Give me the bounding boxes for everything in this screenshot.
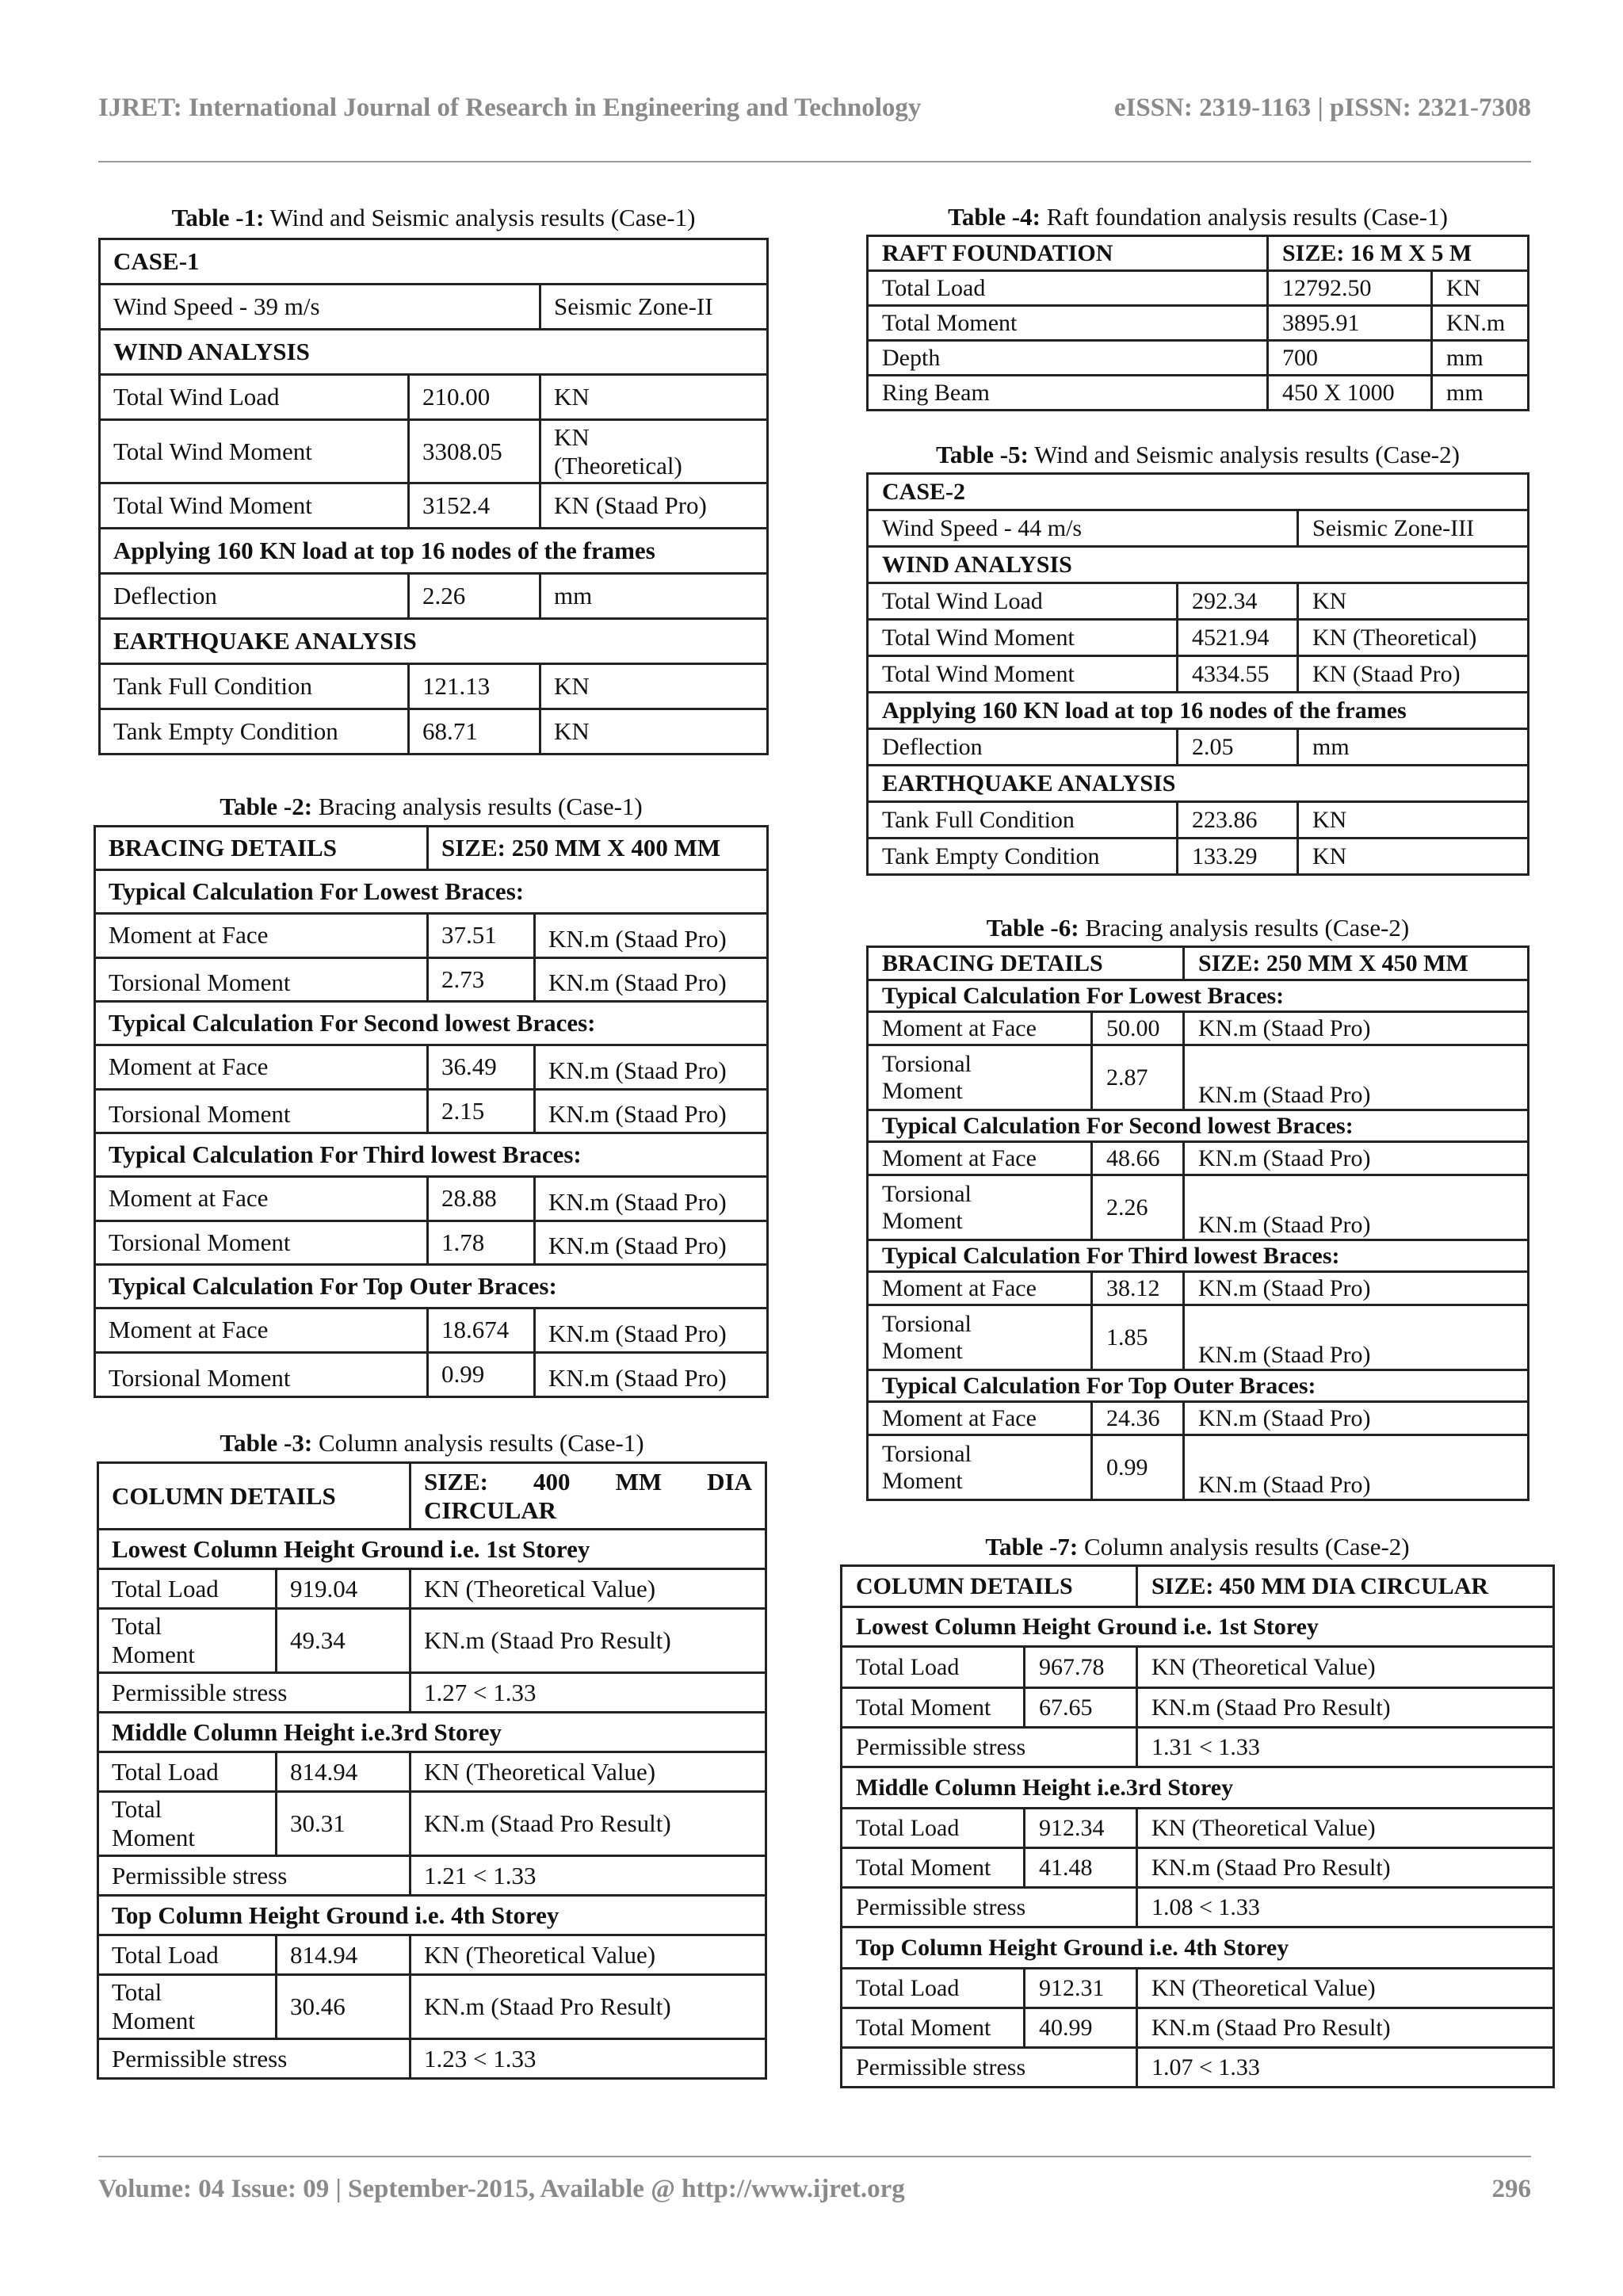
table-cell: Permissible stress xyxy=(98,1673,411,1713)
table-cell: 68.71 xyxy=(409,709,540,755)
header-rule xyxy=(98,161,1531,162)
table-1-caption xyxy=(98,203,769,233)
table-3-block xyxy=(97,1428,767,2080)
table-cell: Total Load xyxy=(842,1969,1025,2008)
table-cell: Permissible stress xyxy=(98,2039,411,2079)
section-heading: Middle Column Height i.e.3rd Storey xyxy=(842,1767,1554,1809)
cell-text: Moment xyxy=(112,1824,196,1851)
cell-text: Torsional xyxy=(882,1440,972,1467)
table-2 xyxy=(94,825,769,1398)
table-6-caption xyxy=(866,913,1529,943)
table-row xyxy=(868,1175,1529,1240)
table-cell: 223.86 xyxy=(1178,802,1298,839)
table-cell: 18.674 xyxy=(428,1308,535,1353)
table-cell: KN xyxy=(1298,802,1529,839)
table-row xyxy=(100,574,768,619)
table-cell: Moment at Face xyxy=(95,1308,428,1353)
cell-text: DIA xyxy=(707,1467,752,1496)
table-row xyxy=(98,2039,766,2079)
table-cell: Total Wind Moment xyxy=(100,483,409,529)
table-cell: 1.21 < 1.33 xyxy=(411,1856,766,1896)
table-cell: 967.78 xyxy=(1025,1647,1137,1688)
table-cell: 48.66 xyxy=(1092,1142,1184,1175)
table-cell: mm xyxy=(1432,376,1529,411)
table-cell: 2.87 xyxy=(1092,1045,1184,1110)
wind-speed: Wind Speed - 44 m/s xyxy=(868,510,1298,547)
cell-text: MM xyxy=(615,1467,663,1496)
table-cell: 0.99 xyxy=(1092,1435,1184,1500)
table-row xyxy=(98,1609,766,1673)
table-cell: Permissible stress xyxy=(842,1888,1137,1927)
table-cell: KN (Theoretical Value) xyxy=(411,1752,766,1792)
table-row xyxy=(95,1177,768,1221)
cell-text: Table -2: xyxy=(220,793,313,820)
table-cell: KN.m (Staad Pro) xyxy=(1184,1142,1529,1175)
table-cell: KN.m (Staad Pro Result) xyxy=(411,1975,766,2039)
table-cell: Moment at Face xyxy=(95,1177,428,1221)
table-row xyxy=(868,1012,1529,1045)
table-row xyxy=(868,1435,1529,1500)
cell-text: Moment xyxy=(882,1337,963,1364)
table-cell: Tank Empty Condition xyxy=(868,839,1178,875)
cell-text: Total xyxy=(112,1795,162,1823)
table-cell: 40.99 xyxy=(1025,2008,1137,2048)
table-cell xyxy=(868,1045,1092,1110)
table-1-block xyxy=(98,203,769,755)
table-row xyxy=(842,1888,1554,1927)
page-header xyxy=(98,94,1531,128)
table-cell: Moment at Face xyxy=(868,1402,1092,1435)
cell-text: Table -5: xyxy=(936,441,1029,468)
section-heading: Typical Calculation For Third lowest Braces: xyxy=(95,1133,768,1177)
table-cell: 1.08 < 1.33 xyxy=(1137,1888,1554,1927)
table-header: RAFT FOUNDATION xyxy=(868,236,1268,271)
table-row xyxy=(868,1402,1529,1435)
table-row xyxy=(842,2048,1554,2088)
table-cell: 12792.50 xyxy=(1268,271,1432,306)
table-row xyxy=(868,620,1529,656)
section-heading: EARTHQUAKE ANALYSIS xyxy=(868,766,1529,802)
table-row xyxy=(842,1728,1554,1767)
cell-text: (Theoretical) xyxy=(554,451,682,479)
table-row xyxy=(842,1688,1554,1728)
section-heading: Top Column Height Ground i.e. 4th Storey xyxy=(842,1927,1554,1969)
cell-text: Raft foundation analysis results (Case-1) xyxy=(1040,203,1448,231)
table-cell: KN.m (Staad Pro Result) xyxy=(1137,1848,1554,1888)
table-cell: Ring Beam xyxy=(868,376,1268,411)
section-heading: EARTHQUAKE ANALYSIS xyxy=(100,619,768,664)
table-cell: 1.85 xyxy=(1092,1305,1184,1370)
cell-text: Moment xyxy=(112,2007,196,2034)
section-heading: Applying 160 KN load at top 16 nodes of the frames xyxy=(868,693,1529,729)
table-cell: Torsional Moment xyxy=(95,1090,428,1133)
table-cell: KN (Staad Pro) xyxy=(540,483,768,529)
table-cell: 814.94 xyxy=(277,1752,411,1792)
table-row xyxy=(868,583,1529,620)
table-cell: Permissible stress xyxy=(842,1728,1137,1767)
table-cell: Total Moment xyxy=(842,1688,1025,1728)
cell-text: Torsional xyxy=(882,1050,972,1077)
table-header: BRACING DETAILS xyxy=(95,827,428,870)
table-cell: Moment at Face xyxy=(95,1045,428,1090)
table-cell: KN xyxy=(1432,271,1529,306)
table-row xyxy=(98,1935,766,1975)
table-row xyxy=(868,271,1529,306)
cell-text: Table -6: xyxy=(986,914,1079,942)
table-cell: 700 xyxy=(1268,341,1432,376)
case-label: CASE-2 xyxy=(868,474,1529,510)
table-cell: KN.m (Staad Pro) xyxy=(1184,1402,1529,1435)
table-header: BRACING DETAILS xyxy=(868,947,1184,980)
table-cell: 1.27 < 1.33 xyxy=(411,1673,766,1713)
table-header xyxy=(411,1463,766,1530)
table-cell: Total Load xyxy=(98,1569,277,1609)
cell-text: Wind and Seismic analysis results (Case-2) xyxy=(1028,441,1460,468)
cell-text: Total xyxy=(112,1612,162,1640)
section-heading: Middle Column Height i.e.3rd Storey xyxy=(98,1713,766,1752)
cell-text: Moment xyxy=(112,1641,196,1668)
table-cell: KN.m (Staad Pro Result) xyxy=(1137,2008,1554,2048)
table-cell: 210.00 xyxy=(409,375,540,420)
table-cell: 2.15 xyxy=(428,1090,535,1133)
table-row xyxy=(100,664,768,709)
cell-text: Column analysis results (Case-2) xyxy=(1078,1533,1410,1561)
table-cell: 292.34 xyxy=(1178,583,1298,620)
table-row xyxy=(868,656,1529,693)
cell-text: Bracing analysis results (Case-1) xyxy=(312,793,643,820)
table-cell: 912.34 xyxy=(1025,1809,1137,1848)
table-cell: 2.05 xyxy=(1178,729,1298,766)
table-cell: Total Wind Load xyxy=(868,583,1178,620)
table-row xyxy=(98,1792,766,1856)
table-row xyxy=(95,1308,768,1353)
table-4-caption xyxy=(866,202,1529,232)
cell-text: Table -3: xyxy=(220,1429,313,1457)
table-cell: 133.29 xyxy=(1178,839,1298,875)
table-cell: 814.94 xyxy=(277,1935,411,1975)
cell-text: Table -7: xyxy=(985,1533,1079,1561)
cell-text: Moment xyxy=(882,1467,963,1494)
table-row xyxy=(842,2008,1554,2048)
cell-text: CIRCULAR xyxy=(424,1496,557,1524)
table-row xyxy=(98,1975,766,2039)
table-cell: KN.m (Staad Pro) xyxy=(1184,1045,1529,1110)
table-cell: Moment at Face xyxy=(95,914,428,958)
table-7-block xyxy=(840,1532,1555,2088)
table-row xyxy=(868,341,1529,376)
table-cell: Torsional Moment xyxy=(95,958,428,1002)
table-row xyxy=(868,376,1529,411)
table-row xyxy=(842,1848,1554,1888)
table-cell: KN (Theoretical Value) xyxy=(1137,1809,1554,1848)
table-5-caption xyxy=(866,440,1529,470)
table-cell: Total Wind Moment xyxy=(868,656,1178,693)
table-cell: 121.13 xyxy=(409,664,540,709)
section-heading: Applying 160 KN load at top 16 nodes of the frames xyxy=(100,529,768,574)
table-cell: Torsional Moment xyxy=(95,1353,428,1397)
volume-info: Volume: 04 Issue: 09 | September-2015, Available @ http://www.ijret.org xyxy=(98,2175,905,2203)
table-cell: Deflection xyxy=(868,729,1178,766)
table-row xyxy=(842,1809,1554,1848)
table-cell: 912.31 xyxy=(1025,1969,1137,2008)
table-row xyxy=(842,1647,1554,1688)
table-row xyxy=(100,709,768,755)
table-cell xyxy=(868,1175,1092,1240)
table-header: COLUMN DETAILS xyxy=(842,1566,1137,1607)
table-cell: 2.26 xyxy=(409,574,540,619)
section-heading: Typical Calculation For Second lowest Braces: xyxy=(95,1002,768,1045)
table-3-caption xyxy=(97,1428,767,1458)
table-cell: Depth xyxy=(868,341,1268,376)
table-row xyxy=(95,914,768,958)
table-cell: 919.04 xyxy=(277,1569,411,1609)
table-cell: 450 X 1000 xyxy=(1268,376,1432,411)
cell-text: Bracing analysis results (Case-2) xyxy=(1079,914,1410,942)
table-cell: KN (Theoretical Value) xyxy=(411,1935,766,1975)
cell-text: Torsional xyxy=(882,1180,972,1207)
seismic-zone: Seismic Zone-III xyxy=(1298,510,1529,547)
table-cell: 36.49 xyxy=(428,1045,535,1090)
table-cell: Total Load xyxy=(868,271,1268,306)
table-cell: KN.m (Staad Pro) xyxy=(535,1045,768,1090)
table-6-block xyxy=(866,913,1529,1501)
table-cell: Deflection xyxy=(100,574,409,619)
table-2-block xyxy=(94,792,769,1398)
table-cell: KN (Theoretical Value) xyxy=(411,1569,766,1609)
table-row xyxy=(98,1752,766,1792)
table-row xyxy=(98,1673,766,1713)
table-cell xyxy=(98,1975,277,2039)
table-cell: 3308.05 xyxy=(409,420,540,483)
table-cell: Total Moment xyxy=(842,1848,1025,1888)
table-6 xyxy=(866,946,1529,1501)
table-row xyxy=(868,1272,1529,1305)
section-heading: Typical Calculation For Top Outer Braces: xyxy=(95,1265,768,1308)
table-cell: KN (Theoretical) xyxy=(1298,620,1529,656)
table-cell: KN xyxy=(540,375,768,420)
section-heading: Typical Calculation For Second lowest Braces: xyxy=(868,1110,1529,1142)
table-5-block xyxy=(866,440,1529,876)
table-cell xyxy=(98,1609,277,1673)
cell-text xyxy=(424,1468,752,1496)
table-cell: Torsional Moment xyxy=(95,1221,428,1265)
section-heading: Lowest Column Height Ground i.e. 1st Storey xyxy=(842,1607,1554,1647)
table-cell: KN (Theoretical Value) xyxy=(1137,1647,1554,1688)
page-number: 296 xyxy=(1491,2175,1531,2203)
table-cell: 24.36 xyxy=(1092,1402,1184,1435)
cell-text: Table -4: xyxy=(948,203,1041,231)
table-cell: KN xyxy=(540,709,768,755)
table-cell: KN.m xyxy=(1432,306,1529,341)
cell-text: SIZE: xyxy=(424,1467,488,1496)
table-cell: KN.m (Staad Pro) xyxy=(535,914,768,958)
table-row xyxy=(100,375,768,420)
cell-text: Torsional xyxy=(882,1310,972,1337)
section-heading: Typical Calculation For Top Outer Braces: xyxy=(868,1370,1529,1402)
table-4 xyxy=(866,235,1529,411)
table-cell: 41.48 xyxy=(1025,1848,1137,1888)
table-row xyxy=(868,802,1529,839)
section-heading: Top Column Height Ground i.e. 4th Storey xyxy=(98,1896,766,1935)
table-cell: 4334.55 xyxy=(1178,656,1298,693)
table-row xyxy=(868,1045,1529,1110)
table-cell: KN.m (Staad Pro) xyxy=(1184,1175,1529,1240)
cell-text: Moment xyxy=(882,1207,963,1234)
issn-info: eISSN: 2319-1163 | pISSN: 2321-7308 xyxy=(1113,94,1531,122)
table-header: SIZE: 450 MM DIA CIRCULAR xyxy=(1137,1566,1554,1607)
table-cell: KN.m (Staad Pro) xyxy=(535,1353,768,1397)
table-row xyxy=(868,1305,1529,1370)
table-cell: KN.m (Staad Pro Result) xyxy=(411,1792,766,1856)
table-cell: Total Wind Moment xyxy=(100,420,409,483)
table-cell: 0.99 xyxy=(428,1353,535,1397)
case-label: CASE-1 xyxy=(100,239,768,285)
table-cell: KN.m (Staad Pro) xyxy=(1184,1272,1529,1305)
table-cell: Tank Full Condition xyxy=(100,664,409,709)
table-cell: 37.51 xyxy=(428,914,535,958)
seismic-zone: Seismic Zone-II xyxy=(540,285,768,330)
table-row xyxy=(868,1142,1529,1175)
table-cell: 3895.91 xyxy=(1268,306,1432,341)
section-heading: WIND ANALYSIS xyxy=(868,547,1529,583)
table-row xyxy=(842,1969,1554,2008)
table-row xyxy=(98,1856,766,1896)
table-cell: 4521.94 xyxy=(1178,620,1298,656)
table-cell: 30.31 xyxy=(277,1792,411,1856)
cell-text: Total xyxy=(112,1978,162,2006)
table-cell: 30.46 xyxy=(277,1975,411,2039)
table-5 xyxy=(866,472,1529,876)
cell-text: 400 xyxy=(533,1467,571,1496)
table-cell: 1.23 < 1.33 xyxy=(411,2039,766,2079)
table-cell: KN (Staad Pro) xyxy=(1298,656,1529,693)
table-cell: KN.m (Staad Pro) xyxy=(1184,1012,1529,1045)
section-heading: Typical Calculation For Lowest Braces: xyxy=(868,980,1529,1012)
table-1 xyxy=(98,238,769,755)
table-cell: Total Wind Load xyxy=(100,375,409,420)
table-row xyxy=(95,1221,768,1265)
cell-text: Column analysis results (Case-1) xyxy=(312,1429,644,1457)
table-cell: KN xyxy=(1298,583,1529,620)
table-cell: Tank Full Condition xyxy=(868,802,1178,839)
table-row xyxy=(95,1090,768,1133)
cell-text: KN xyxy=(554,422,590,451)
footer-rule xyxy=(98,2156,1531,2157)
table-cell: KN.m (Staad Pro) xyxy=(535,1177,768,1221)
table-cell: mm xyxy=(1432,341,1529,376)
table-cell: 1.31 < 1.33 xyxy=(1137,1728,1554,1767)
page-footer xyxy=(98,2175,1531,2210)
wind-speed: Wind Speed - 39 m/s xyxy=(100,285,540,330)
table-cell: 49.34 xyxy=(277,1609,411,1673)
table-cell: Total Moment xyxy=(868,306,1268,341)
table-cell: KN.m (Staad Pro) xyxy=(1184,1435,1529,1500)
section-heading: WIND ANALYSIS xyxy=(100,330,768,375)
table-row xyxy=(95,958,768,1002)
table-header: SIZE: 250 MM X 400 MM xyxy=(428,827,768,870)
table-cell: Moment at Face xyxy=(868,1272,1092,1305)
table-cell: 38.12 xyxy=(1092,1272,1184,1305)
cell-text: Moment xyxy=(882,1077,963,1104)
table-cell xyxy=(540,420,768,483)
table-cell: KN.m (Staad Pro Result) xyxy=(411,1609,766,1673)
table-cell xyxy=(98,1792,277,1856)
table-row xyxy=(100,483,768,529)
table-header: SIZE: 16 M X 5 M xyxy=(1268,236,1529,271)
table-row xyxy=(95,1353,768,1397)
table-3 xyxy=(97,1461,767,2080)
section-heading: Lowest Column Height Ground i.e. 1st Storey xyxy=(98,1530,766,1569)
table-cell: mm xyxy=(540,574,768,619)
table-cell xyxy=(868,1305,1092,1370)
table-cell: Total Load xyxy=(842,1809,1025,1848)
table-cell: KN.m (Staad Pro) xyxy=(535,958,768,1002)
table-cell: Moment at Face xyxy=(868,1142,1092,1175)
table-cell: KN xyxy=(1298,839,1529,875)
table-cell: KN.m (Staad Pro) xyxy=(535,1221,768,1265)
table-cell: Permissible stress xyxy=(842,2048,1137,2088)
table-cell: 50.00 xyxy=(1092,1012,1184,1045)
table-cell: mm xyxy=(1298,729,1529,766)
table-cell: Total Load xyxy=(842,1647,1025,1688)
table-2-caption xyxy=(94,792,769,822)
section-heading: Typical Calculation For Lowest Braces: xyxy=(95,870,768,914)
table-cell: 2.26 xyxy=(1092,1175,1184,1240)
table-cell: 1.78 xyxy=(428,1221,535,1265)
table-cell: KN.m (Staad Pro) xyxy=(535,1308,768,1353)
table-cell: Total Load xyxy=(98,1935,277,1975)
table-cell: KN.m (Staad Pro) xyxy=(1184,1305,1529,1370)
table-row xyxy=(868,839,1529,875)
table-cell: 2.73 xyxy=(428,958,535,1002)
table-row xyxy=(868,729,1529,766)
table-cell: KN.m (Staad Pro Result) xyxy=(1137,1688,1554,1728)
table-row xyxy=(98,1569,766,1609)
cell-text: Wind and Seismic analysis results (Case-1) xyxy=(264,204,696,231)
journal-title: IJRET: International Journal of Research in Engineering and Technology xyxy=(98,94,922,122)
table-cell xyxy=(868,1435,1092,1500)
table-header: COLUMN DETAILS xyxy=(98,1463,411,1530)
table-cell: Total Moment xyxy=(842,2008,1025,2048)
table-row xyxy=(95,1045,768,1090)
table-row xyxy=(100,420,768,483)
table-cell: 3152.4 xyxy=(409,483,540,529)
table-cell: 28.88 xyxy=(428,1177,535,1221)
table-4-block xyxy=(866,202,1529,411)
table-cell: KN xyxy=(540,664,768,709)
table-cell: KN (Theoretical Value) xyxy=(1137,1969,1554,2008)
table-cell: 67.65 xyxy=(1025,1688,1137,1728)
table-cell: KN.m (Staad Pro) xyxy=(535,1090,768,1133)
table-7-caption xyxy=(840,1532,1555,1562)
table-cell: Tank Empty Condition xyxy=(100,709,409,755)
section-heading: Typical Calculation For Third lowest Braces: xyxy=(868,1240,1529,1272)
table-cell: Total Load xyxy=(98,1752,277,1792)
table-7 xyxy=(840,1564,1555,2088)
table-cell: Moment at Face xyxy=(868,1012,1092,1045)
table-cell: Total Wind Moment xyxy=(868,620,1178,656)
table-cell: 1.07 < 1.33 xyxy=(1137,2048,1554,2088)
table-header: SIZE: 250 MM X 450 MM xyxy=(1184,947,1529,980)
cell-text: Table -1: xyxy=(171,204,265,231)
table-cell: Permissible stress xyxy=(98,1856,411,1896)
table-row xyxy=(868,306,1529,341)
